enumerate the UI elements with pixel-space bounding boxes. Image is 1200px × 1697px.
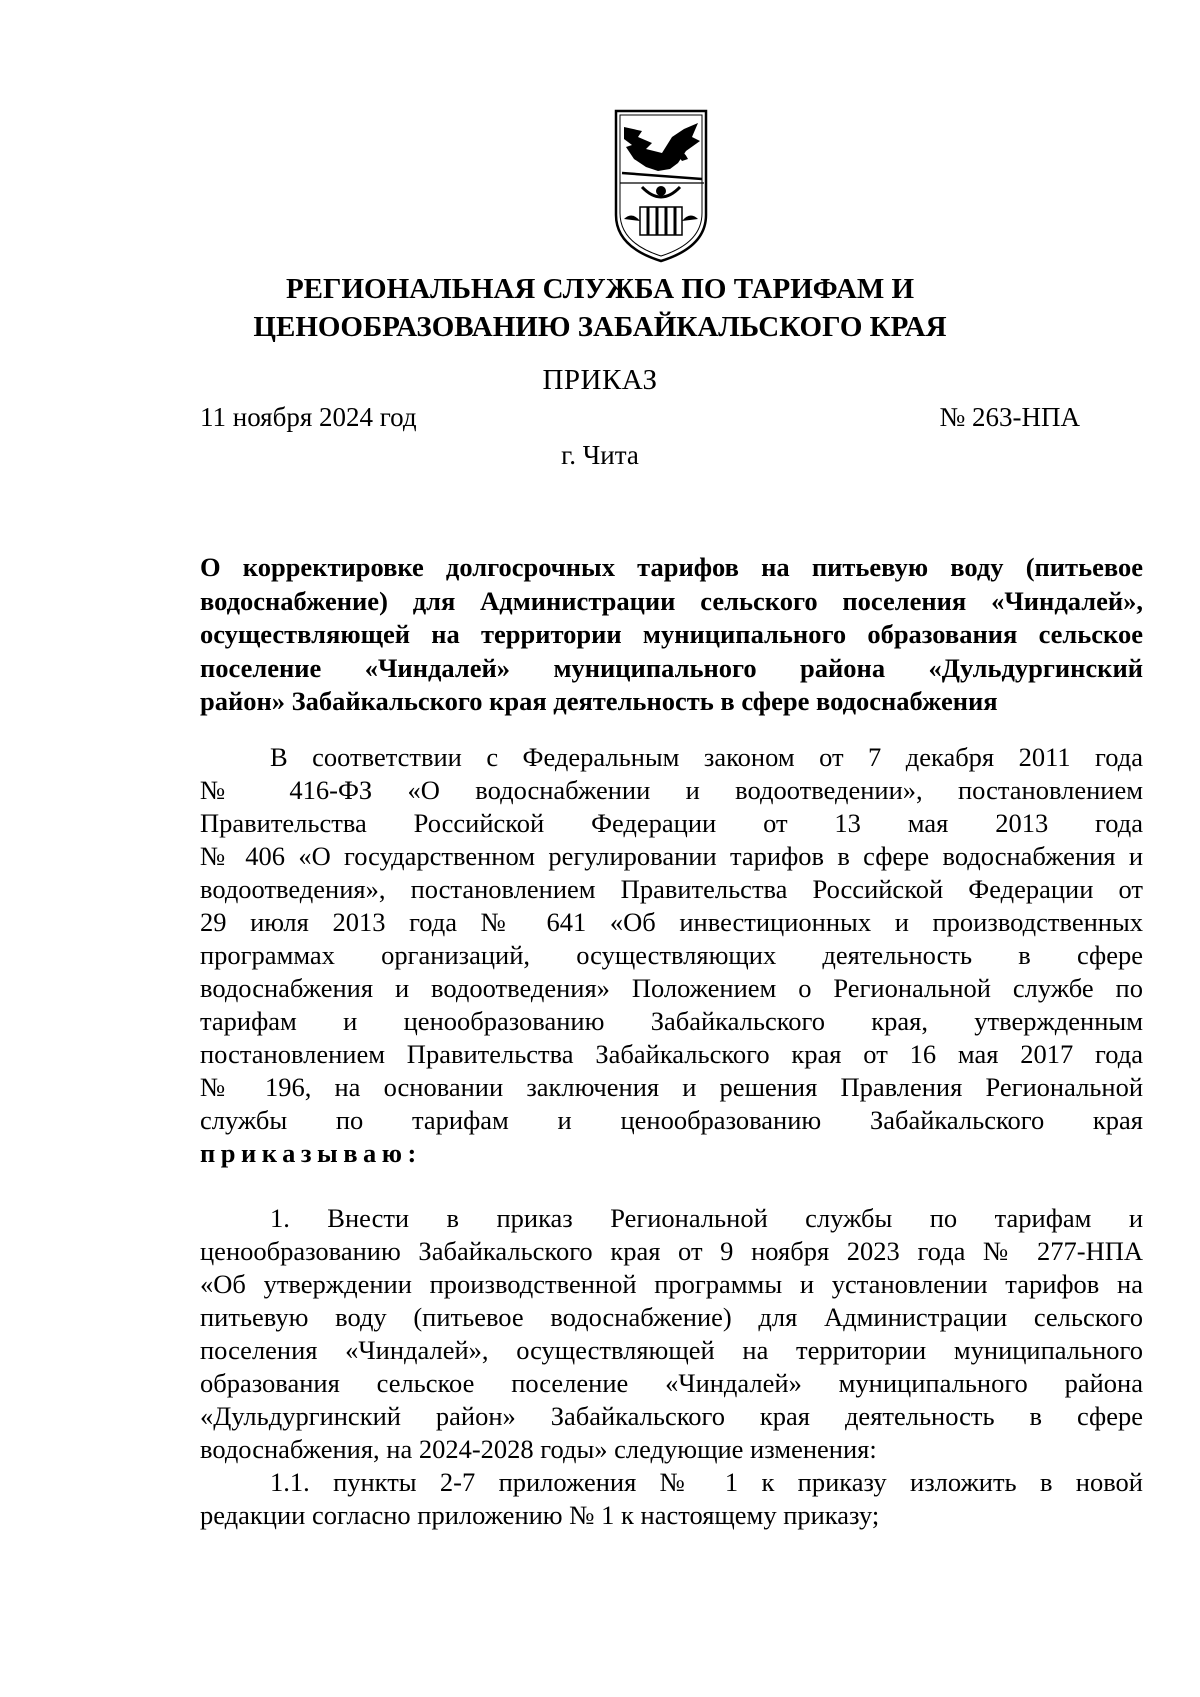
preamble-line: № 196, на основании заключения и решения Правления Региональной <box>200 1072 1143 1102</box>
item1-line: «Дульдургинский район» Забайкальского края деятельность в сфере <box>200 1401 1143 1431</box>
title-line: водоснабжение) для Администрации сельского поселения «Чиндалей», <box>200 585 1143 616</box>
preamble-line: постановлением Правительства Забайкальского края от 16 мая 2017 года <box>200 1039 1143 1069</box>
item1-1-line: редакции согласно приложению № 1 к настоящему приказу; <box>200 1500 880 1530</box>
document-date: 11 ноября 2024 год <box>200 402 417 432</box>
preamble-line: Правительства Российской Федерации от 13 мая 2013 года <box>200 808 1143 838</box>
document-title <box>200 551 1143 719</box>
title-line: поселение «Чиндалей» муниципального района «Дульдургинский <box>200 652 1143 683</box>
title-line: осуществляющей на территории муниципального образования сельское <box>200 619 1143 649</box>
item1-line: поселения «Чиндалей», осуществляющей на территории муниципального <box>200 1335 1143 1365</box>
paragraph-gap <box>200 1170 1143 1202</box>
document-type: ПРИКАЗ <box>542 364 658 396</box>
title-line: О корректировке долгосрочных тарифов на питьевую воду (питьевое <box>200 552 1143 582</box>
item1-line: 1. Внести в приказ Региональной службы по тарифам и <box>270 1203 1143 1233</box>
title-line: район» Забайкальского края деятельность в сфере водоснабжения <box>200 686 998 716</box>
preamble-line: № 416-ФЗ «О водоснабжении и водоотведении», постановлением <box>200 775 1143 805</box>
preamble-line: водоснабжения и водоотведения» Положением о Региональной службе по <box>200 973 1143 1003</box>
preamble-line: № 406 «О государственном регулировании тарифов в сфере водоснабжения и <box>200 841 1143 871</box>
order-word: приказываю: <box>200 1138 422 1168</box>
item1-line: образования сельское поселение «Чиндалей» муниципального района <box>200 1368 1143 1398</box>
document-number: № 263-НПА <box>939 402 1080 432</box>
organization-name-line1: РЕГИОНАЛЬНАЯ СЛУЖБА ПО ТАРИФАМ И <box>285 273 915 305</box>
item1-line: водоснабжения, на 2024-2028 годы» следующие изменения: <box>200 1434 877 1464</box>
preamble-line: В соответствии с Федеральным законом от 7 декабря 2011 года <box>270 742 1143 772</box>
document-city: г. Чита <box>561 440 639 470</box>
item1-line: питьевую воду (питьевое водоснабжение) для Администрации сельского <box>200 1302 1143 1332</box>
preamble-line: тарифам и ценообразованию Забайкальского края, утвержденным <box>200 1006 1143 1036</box>
item1-1-line: 1.1. пункты 2-7 приложения № 1 к приказу изложить в новой <box>270 1467 1143 1497</box>
document-body <box>200 741 1143 1532</box>
item1-line: ценообразованию Забайкальского края от 9 ноября 2023 года № 277-НПА <box>200 1236 1143 1266</box>
organization-name-line2: ЦЕНООБРАЗОВАНИЮ ЗАБАЙКАЛЬСКОГО КРАЯ <box>253 311 947 343</box>
preamble-line: программах организаций, осуществляющих деятельность в сфере <box>200 940 1143 970</box>
preamble-line: 29 июля 2013 года № 641 «Об инвестиционных и производственных <box>200 907 1143 937</box>
coat-of-arms-emblem <box>612 107 710 265</box>
preamble-line: службы по тарифам и ценообразованию Забайкальского края <box>200 1105 1143 1135</box>
preamble-line: водоотведения», постановлением Правительства Российской Федерации от <box>200 874 1143 904</box>
item1-line: «Об утверждении производственной программы и установлении тарифов на <box>200 1269 1143 1299</box>
